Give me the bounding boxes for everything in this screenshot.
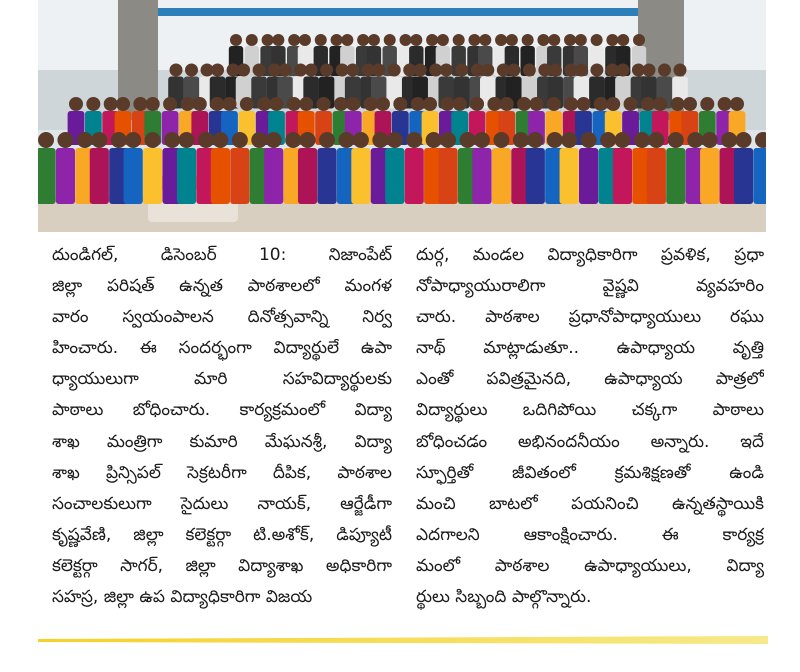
person-head xyxy=(266,132,282,148)
article-line: విద్యార్థులు ఒదిగిపోయి చక్కగా పాఠాలు xyxy=(416,400,764,421)
person-head xyxy=(319,132,335,148)
article-line: కలెక్టర్గా సాగర్, జిల్లా విద్యాశాఖ అధికారిగా xyxy=(52,555,392,576)
person-head xyxy=(624,97,638,111)
person-body xyxy=(613,148,632,204)
person-head xyxy=(513,132,529,148)
person-head xyxy=(653,97,667,111)
person-head xyxy=(393,97,407,111)
person-head xyxy=(426,34,438,46)
person-head xyxy=(548,34,560,46)
person-head xyxy=(440,64,453,77)
person-head xyxy=(133,97,147,111)
person-head xyxy=(634,132,650,148)
person-head xyxy=(334,97,348,111)
person-head xyxy=(718,97,732,111)
person-head xyxy=(91,132,107,148)
article-line: పాఠాలు బోధించారు. కార్యక్రమంలో విద్యా xyxy=(52,400,392,421)
person-body xyxy=(351,148,370,204)
person-head xyxy=(523,64,536,77)
person-head xyxy=(237,64,250,77)
person-head xyxy=(606,34,618,46)
person-head xyxy=(470,97,484,111)
person-body xyxy=(492,148,511,204)
article-line: సంచాలకులుగా సైదులు నాయక్, ఆర్జేడీగా xyxy=(52,493,392,514)
person-head xyxy=(730,97,744,111)
person-head xyxy=(468,34,480,46)
person-head xyxy=(616,64,629,77)
person-body xyxy=(90,148,109,204)
person-head xyxy=(279,64,292,77)
person-head xyxy=(211,64,224,77)
person-head xyxy=(288,34,300,46)
article-line: సహస్ర, జిల్లా ఉప విద్యాధికారిగా విజయ xyxy=(52,587,313,608)
person-head xyxy=(77,132,93,148)
person-head xyxy=(145,132,161,148)
person-head xyxy=(641,97,655,111)
person-head xyxy=(594,97,608,111)
person-body xyxy=(143,148,162,204)
person-head xyxy=(736,132,752,148)
person-head xyxy=(591,34,603,46)
person-head xyxy=(581,132,597,148)
person-head xyxy=(387,132,403,148)
person-body xyxy=(526,148,545,204)
person-head xyxy=(300,132,316,148)
article-line: బోధించడం అభినందనీయం అన్నారు. ఇదే xyxy=(416,431,764,452)
person-head xyxy=(210,97,224,111)
person-head xyxy=(440,132,456,148)
person-head xyxy=(163,97,177,111)
person-head xyxy=(721,132,737,148)
person-head xyxy=(320,64,333,77)
building-blue-band xyxy=(158,8,658,16)
person-body xyxy=(124,148,143,204)
article-line: వారం స్వయంపాలన దినోత్సవాన్ని నిర్వ xyxy=(52,307,392,328)
person-head xyxy=(668,132,684,148)
person-head xyxy=(400,34,412,46)
article-right-column xyxy=(416,240,764,613)
person-head xyxy=(146,97,160,111)
person-head xyxy=(575,34,587,46)
person-head xyxy=(648,132,664,148)
person-head xyxy=(257,97,271,111)
person-head xyxy=(253,64,266,77)
person-head xyxy=(702,132,718,148)
person-head xyxy=(453,34,465,46)
person-body xyxy=(438,148,457,204)
person-head xyxy=(671,97,685,111)
person-head xyxy=(372,64,385,77)
person-head xyxy=(222,97,236,111)
person-head xyxy=(338,132,354,148)
person-head xyxy=(185,64,198,77)
person-body xyxy=(753,148,766,204)
person-head xyxy=(575,64,588,77)
person-head xyxy=(700,97,714,111)
person-body xyxy=(230,148,249,204)
person-head xyxy=(346,97,360,111)
article-line: ర్థులు సిబ్బంది పాల్గొన్నారు. xyxy=(416,587,592,608)
article-line: కృష్ణవేణి, జిల్లా కలెక్టర్గా టి.అశోక్, డిప్యూటీ xyxy=(52,524,392,545)
person-head xyxy=(500,97,514,111)
article-line: హించారు. ఈ సందర్భంగా విద్యార్థులే ఉపా xyxy=(52,338,392,359)
person-head xyxy=(564,34,576,46)
person-head xyxy=(104,97,118,111)
person-head xyxy=(590,64,603,77)
person-head xyxy=(414,64,427,77)
person-head xyxy=(683,97,697,111)
person-body xyxy=(647,148,666,204)
person-head xyxy=(460,132,476,148)
person-head xyxy=(285,132,301,148)
person-head xyxy=(38,132,54,148)
person-head xyxy=(240,97,254,111)
group-photo xyxy=(38,0,766,232)
person-head xyxy=(299,97,313,111)
person-head xyxy=(384,34,396,46)
person-body xyxy=(734,148,753,204)
person-head xyxy=(230,34,242,46)
article-line: జిల్లా పరిషత్ ఉన్నత పాఠశాలలో మంగళ xyxy=(52,276,392,297)
person-head xyxy=(617,34,629,46)
person-head xyxy=(642,64,655,77)
person-head xyxy=(633,34,645,46)
person-head xyxy=(272,34,284,46)
person-head xyxy=(577,97,591,111)
person-body xyxy=(560,148,579,204)
person-head xyxy=(600,132,616,148)
person-body xyxy=(177,148,196,204)
person-head xyxy=(507,64,520,77)
person-head xyxy=(411,97,425,111)
article-line: చారు. పాఠశాల ప్రధానోపాధ్యాయులు రఘు xyxy=(416,307,764,328)
person-head xyxy=(86,97,100,111)
person-head xyxy=(549,64,562,77)
person-head xyxy=(69,97,83,111)
person-head xyxy=(305,64,318,77)
person-head xyxy=(437,34,449,46)
person-head xyxy=(270,97,284,111)
person-body xyxy=(579,148,598,204)
person-body xyxy=(38,148,56,204)
person-head xyxy=(299,34,311,46)
article-line: నాథ్ మాట్లాడుతూ.. ఉపాధ్యాయ వృత్తి xyxy=(416,338,764,359)
person-head xyxy=(368,34,380,46)
person-head xyxy=(198,132,214,148)
person-head xyxy=(564,97,578,111)
person-head xyxy=(232,132,248,148)
person-head xyxy=(506,34,518,46)
person-head xyxy=(353,132,369,148)
person-head xyxy=(423,97,437,111)
person-body xyxy=(298,148,317,204)
person-body xyxy=(405,148,424,204)
article-left-column xyxy=(52,240,392,613)
person-body xyxy=(211,148,230,204)
group-photo-icon xyxy=(38,0,766,232)
article-line: మంచి బాటలో పయనించి ఉన్నతస్థాయికి xyxy=(416,493,764,514)
bottom-yellow-rule xyxy=(38,636,768,644)
person-head xyxy=(262,34,274,46)
article-line: ఎంతో పవిత్రమైనది, ఉపాధ్యాయ పాత్రలో xyxy=(416,369,764,390)
article-line: దుర్గ, మండల విద్యాధికారిగా ప్రవళిక, ప్రధా xyxy=(416,245,764,265)
article-line: శాఖ మంత్రిగా కుమారి మేఘనశ్రీ, విద్యా xyxy=(52,431,392,452)
person-head xyxy=(479,34,491,46)
person-head xyxy=(315,34,327,46)
person-head xyxy=(517,97,531,111)
person-head xyxy=(522,34,534,46)
person-head xyxy=(410,34,422,46)
person-head xyxy=(212,132,228,148)
person-body xyxy=(472,148,491,204)
person-head xyxy=(193,97,207,111)
person-head xyxy=(406,132,422,148)
person-head xyxy=(251,132,267,148)
person-head xyxy=(364,97,378,111)
person-head xyxy=(481,64,494,77)
person-head xyxy=(547,97,561,111)
person-head xyxy=(453,97,467,111)
person-body xyxy=(264,148,283,204)
person-head xyxy=(493,132,509,148)
person-head xyxy=(179,132,195,148)
person-head xyxy=(57,132,73,148)
person-head xyxy=(537,34,549,46)
person-body xyxy=(317,148,336,204)
person-head xyxy=(561,132,577,148)
person-head xyxy=(116,97,130,111)
article-line: నోపాధ్యాయురాలిగా వైష్ణవి వ్యవహరిం xyxy=(416,276,764,297)
news-article xyxy=(52,240,776,640)
person-head xyxy=(529,97,543,111)
person-body xyxy=(385,148,404,204)
person-head xyxy=(125,132,141,148)
article-line: ఎదగాలని ఆకాంక్షించారు. ఈ కార్యక్ర xyxy=(416,524,764,545)
article-line: మంలో పాఠశాల ఉపాధ్యాయులు, విద్యా xyxy=(416,555,764,576)
person-head xyxy=(164,132,180,148)
person-head xyxy=(487,97,501,111)
person-head xyxy=(674,64,687,77)
person-head xyxy=(527,132,543,148)
person-head xyxy=(606,97,620,111)
article-line: స్ఫూర్తితో జీవితంలో క్రమశిక్షణతో ఉండి xyxy=(416,462,764,483)
person-head xyxy=(547,132,563,148)
person-head xyxy=(474,132,490,148)
person-head xyxy=(357,34,369,46)
person-head xyxy=(426,132,442,148)
person-body xyxy=(700,148,719,204)
person-head xyxy=(372,132,388,148)
person-head xyxy=(246,34,258,46)
article-line: ధ్యాయులుగా మారి సహవిద్యార్థులకు xyxy=(52,369,392,390)
person-head xyxy=(388,64,401,77)
person-head xyxy=(687,132,703,148)
person-head xyxy=(455,64,468,77)
person-head xyxy=(111,132,127,148)
person-head xyxy=(658,64,671,77)
person-head xyxy=(614,132,630,148)
person-head xyxy=(376,97,390,111)
article-line: శాఖ ప్రిన్సిపల్ సెక్రటరీగా దీపిక, పాఠశాల xyxy=(52,462,392,483)
person-head xyxy=(170,64,183,77)
person-head xyxy=(180,97,194,111)
person-head xyxy=(346,64,359,77)
person-head xyxy=(317,97,331,111)
person-body xyxy=(666,148,685,204)
person-head xyxy=(331,34,343,46)
person-head xyxy=(287,97,301,111)
person-head xyxy=(440,97,454,111)
person-head xyxy=(495,34,507,46)
article-line: దుండిగల్, డిసెంబర్ 10: నిజాంపేట్ xyxy=(52,245,392,265)
person-head xyxy=(341,34,353,46)
person-body xyxy=(56,148,75,204)
